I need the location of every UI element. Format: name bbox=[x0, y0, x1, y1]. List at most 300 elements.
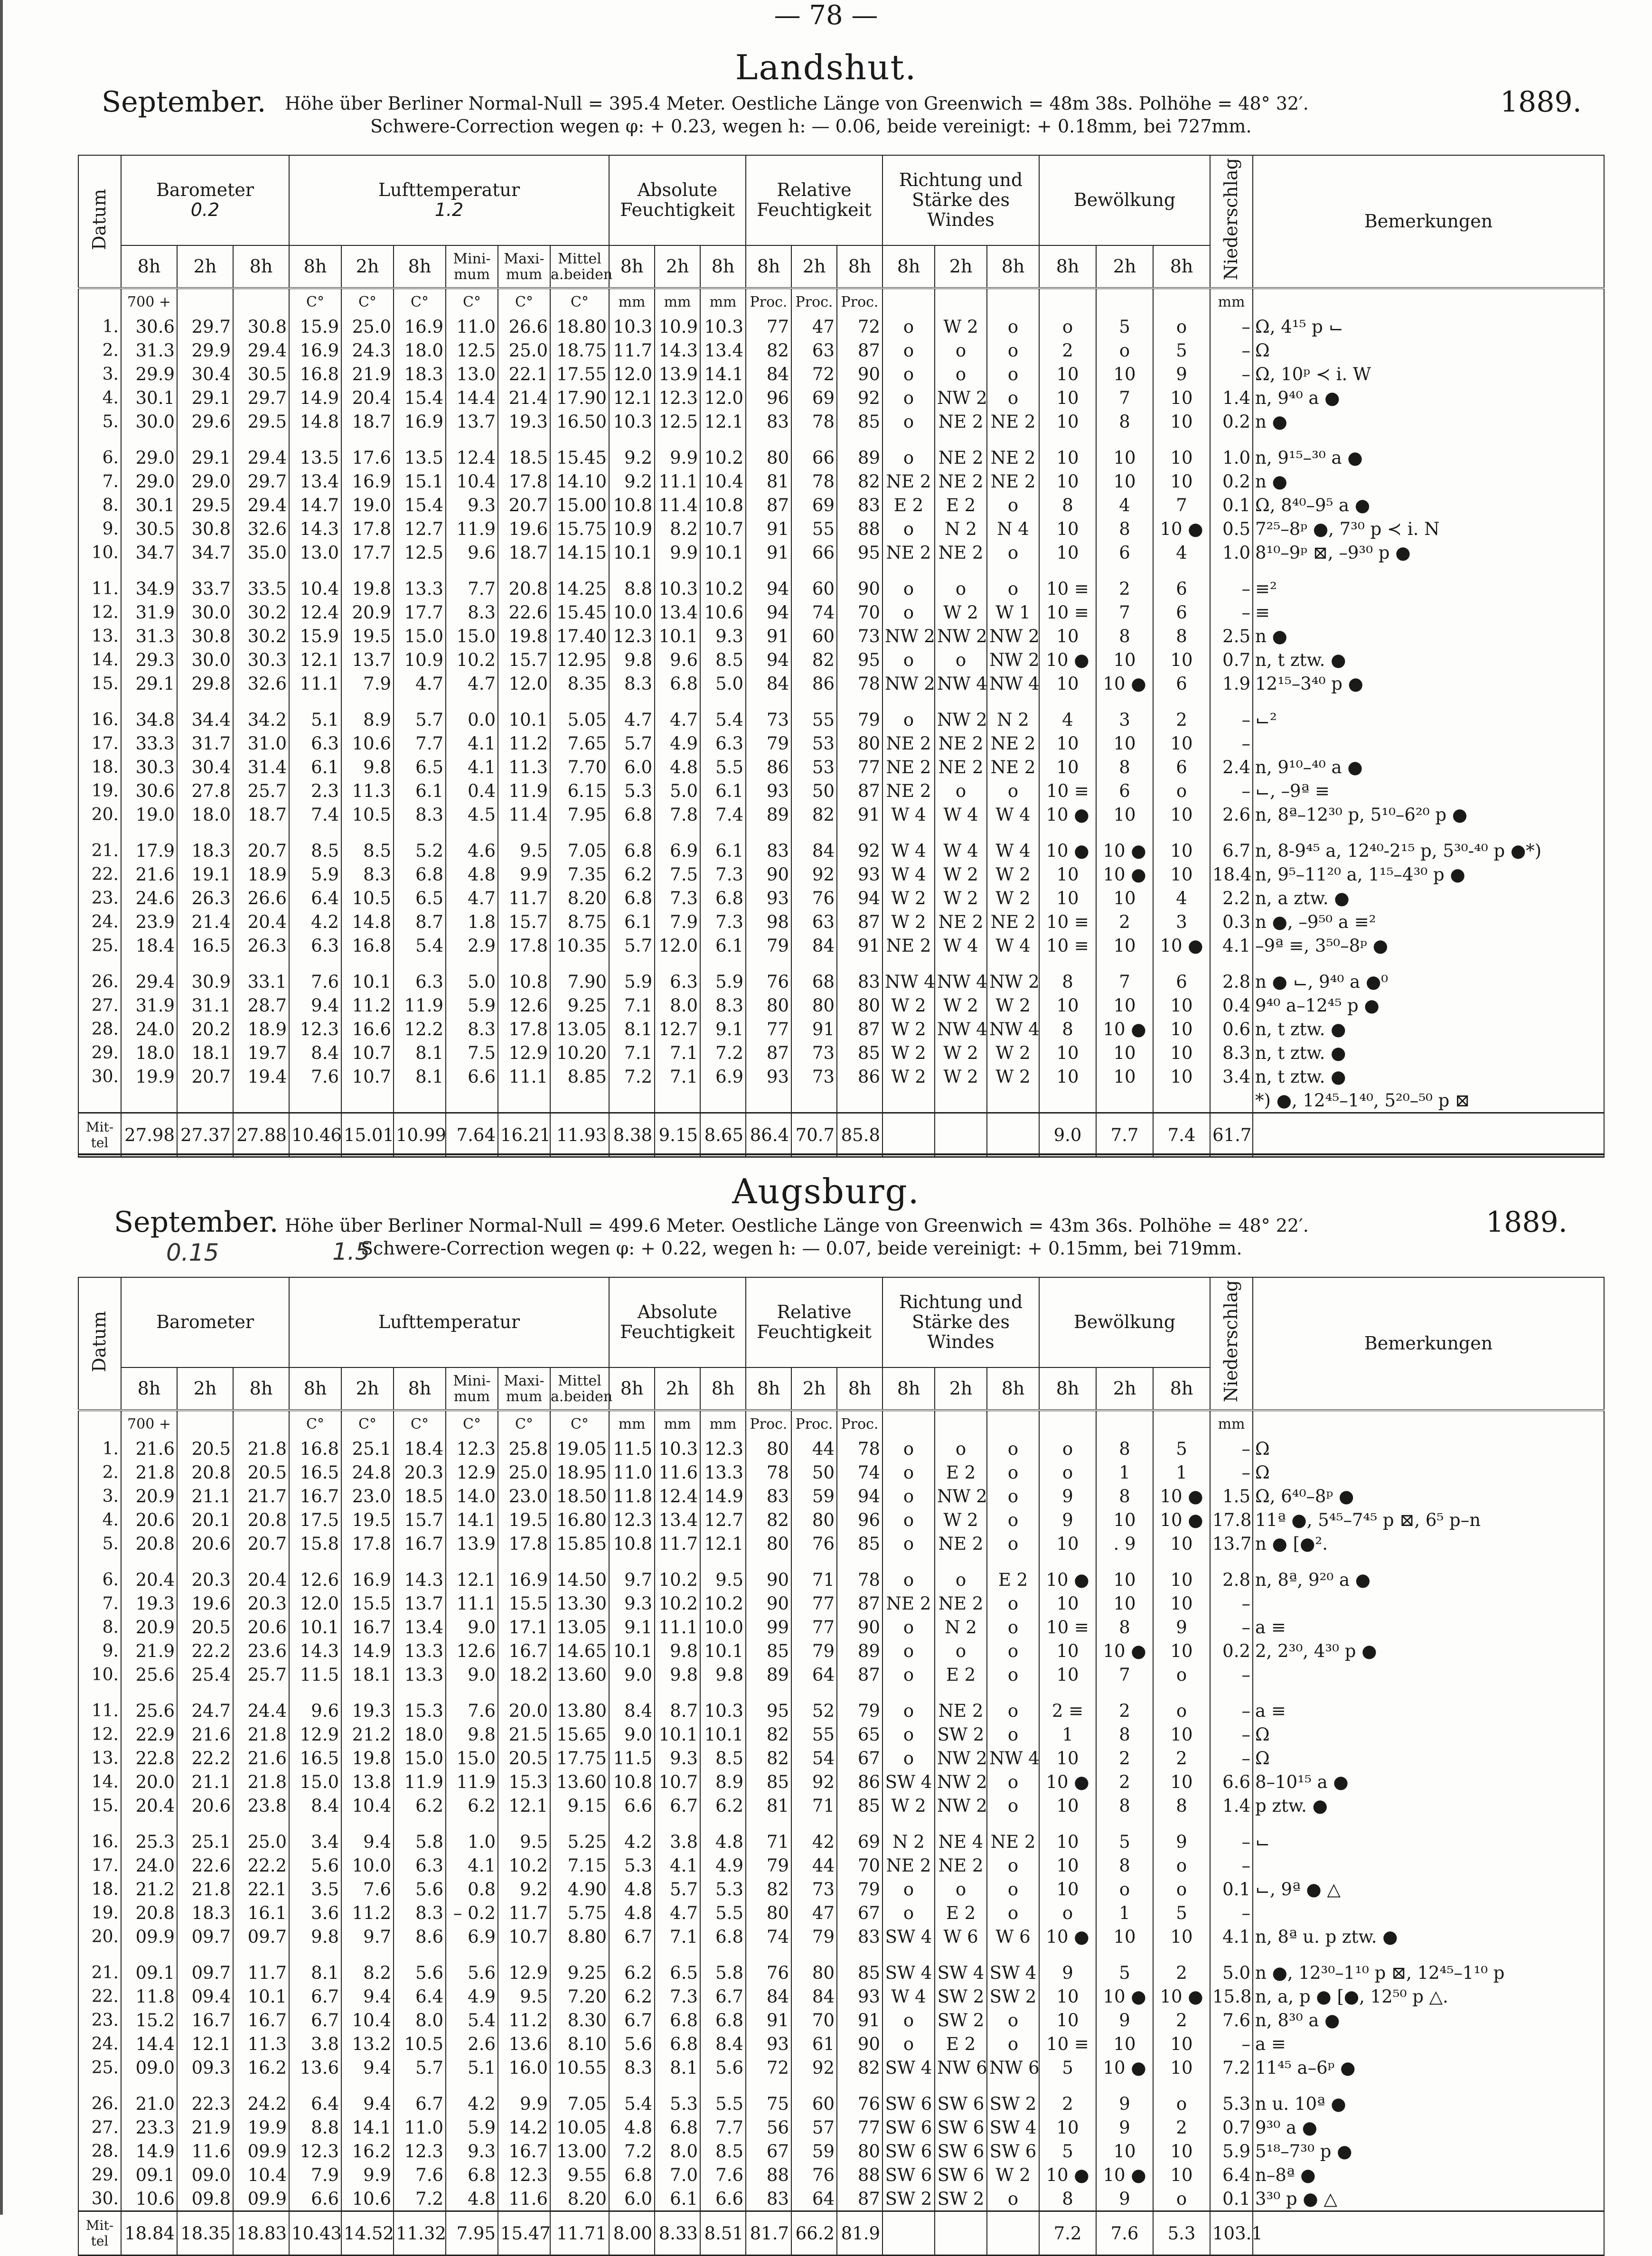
group-gap-row bbox=[78, 433, 1604, 446]
data-cell: o bbox=[987, 1722, 1039, 1746]
data-cell: 10 bbox=[1153, 1925, 1210, 1948]
gap-cell bbox=[498, 564, 550, 577]
data-cell: 4.8 bbox=[446, 2187, 498, 2211]
data-cell: 5.1 bbox=[446, 2056, 498, 2079]
data-cell: 4.7 bbox=[446, 672, 498, 695]
datum-cell: 16. bbox=[78, 708, 121, 731]
data-cell: 5.0 bbox=[446, 970, 498, 993]
data-cell: 4.1 bbox=[1210, 934, 1253, 957]
data-cell: 94 bbox=[746, 648, 791, 672]
data-cell: 7.1 bbox=[609, 993, 655, 1017]
data-cell: 79 bbox=[837, 1877, 882, 1901]
data-cell: 2 ≡ bbox=[1039, 1699, 1096, 1722]
data-cell: 7.1 bbox=[609, 1041, 655, 1065]
unit-cell bbox=[1096, 1410, 1153, 1437]
data-cell: 19.5 bbox=[498, 1508, 550, 1532]
data-cell: 34.2 bbox=[233, 708, 289, 731]
data-cell: 8.0 bbox=[655, 993, 700, 1017]
data-cell: NE 2 bbox=[935, 1532, 987, 1555]
data-cell: 6.7 bbox=[289, 1985, 341, 2008]
gap-cell bbox=[78, 695, 121, 708]
data-cell: 10 ≡ bbox=[1039, 577, 1096, 600]
data-cell: 12.7 bbox=[655, 1017, 700, 1041]
data-cell: 6.2 bbox=[700, 1794, 746, 1817]
data-cell: SW 4 bbox=[882, 2056, 935, 2079]
data-cell: 10 ≡ bbox=[1039, 600, 1096, 624]
table-row bbox=[78, 779, 1604, 803]
mittel-cell: 103.1 bbox=[1210, 2211, 1253, 2256]
data-cell: 4.9 bbox=[446, 1985, 498, 2008]
mittel-cell: 16.21 bbox=[498, 1113, 550, 1157]
datum-cell: 14. bbox=[78, 648, 121, 672]
data-cell: 91 bbox=[746, 2008, 791, 2032]
gap-cell bbox=[1096, 1817, 1153, 1830]
data-cell: SW 2 bbox=[987, 1985, 1039, 2008]
rel-8h-eve: 8h bbox=[837, 1367, 882, 1410]
data-cell: 5 bbox=[1153, 338, 1210, 362]
group-gap-row bbox=[78, 1817, 1604, 1830]
data-cell: W 2 bbox=[935, 993, 987, 1017]
gap-cell bbox=[289, 695, 341, 708]
data-cell: 9 bbox=[1153, 362, 1210, 386]
bemerkung-cell bbox=[1253, 1591, 1604, 1615]
data-cell: 10 bbox=[1153, 1770, 1210, 1794]
data-cell: 10 bbox=[1039, 1985, 1096, 2008]
data-cell: SW 6 bbox=[882, 2116, 935, 2139]
data-cell: 30.0 bbox=[177, 600, 233, 624]
data-cell: 71 bbox=[791, 1794, 837, 1817]
data-cell: 67 bbox=[746, 2139, 791, 2163]
data-cell: 10 ● bbox=[1153, 1484, 1210, 1508]
data-cell: 4.8 bbox=[700, 1830, 746, 1853]
data-cell: 15.9 bbox=[289, 624, 341, 648]
data-cell: 0.7 bbox=[1210, 648, 1253, 672]
data-cell: 11.8 bbox=[609, 1484, 655, 1508]
data-cell: 15.65 bbox=[550, 1722, 609, 1746]
data-cell: 4.7 bbox=[446, 886, 498, 910]
data-cell: 9.3 bbox=[446, 493, 498, 517]
table-row bbox=[78, 1532, 1604, 1555]
data-cell: 10 bbox=[1153, 2056, 1210, 2079]
data-cell: 19.8 bbox=[341, 577, 394, 600]
data-cell: 34.9 bbox=[121, 577, 177, 600]
group-gap-row bbox=[78, 1948, 1604, 1961]
data-cell: 15.0 bbox=[394, 1746, 446, 1770]
gap-cell bbox=[655, 957, 700, 970]
bemerkung-cell: ⌙ bbox=[1253, 1830, 1604, 1853]
gap-cell bbox=[935, 1555, 987, 1568]
rel-8h: 8h bbox=[746, 245, 791, 288]
relative-feuchtigkeit-header: Relative Feuchtigkeit bbox=[746, 155, 882, 245]
data-cell: 21.2 bbox=[341, 1722, 394, 1746]
gap-cell bbox=[446, 433, 498, 446]
bemerkung-cell: ⌙, –9ª ≡ bbox=[1253, 779, 1604, 803]
data-cell: 18.1 bbox=[177, 1041, 233, 1065]
gap-cell bbox=[177, 433, 233, 446]
data-cell: 8.4 bbox=[700, 2032, 746, 2056]
data-cell: 61 bbox=[791, 2032, 837, 2056]
data-cell: 13.4 bbox=[700, 338, 746, 362]
gap-cell bbox=[1096, 1555, 1153, 1568]
data-cell: 22.8 bbox=[121, 1746, 177, 1770]
data-cell: 10 ● bbox=[1039, 1568, 1096, 1591]
data-cell: 80 bbox=[791, 1961, 837, 1985]
data-cell: 8.3 bbox=[341, 862, 394, 886]
data-cell: 19.3 bbox=[121, 1591, 177, 1615]
rel-2h: 2h bbox=[791, 245, 837, 288]
data-cell: SW 2 bbox=[935, 1985, 987, 2008]
data-cell: 10.1 bbox=[700, 541, 746, 564]
data-cell: 18.50 bbox=[550, 1484, 609, 1508]
data-cell: 91 bbox=[746, 624, 791, 648]
gap-cell bbox=[1210, 1555, 1253, 1568]
data-cell: SW 4 bbox=[935, 1961, 987, 1985]
data-cell: 8 bbox=[1039, 2187, 1096, 2211]
data-cell: 17.55 bbox=[550, 362, 609, 386]
data-cell: 15.3 bbox=[394, 1699, 446, 1722]
cloud-8h-eve: 8h bbox=[1153, 245, 1210, 288]
data-cell: 2 bbox=[1039, 2092, 1096, 2116]
data-cell: 10 bbox=[1153, 803, 1210, 826]
data-cell: W 4 bbox=[935, 839, 987, 862]
bemerkung-cell: n, 8-9⁴⁵ a, 12⁴⁰-2¹⁵ p, 5³⁰-⁴⁰ p ●*) bbox=[1253, 839, 1604, 862]
group-gap-row bbox=[78, 695, 1604, 708]
data-cell: 4.9 bbox=[700, 1853, 746, 1877]
data-cell: N 2 bbox=[935, 517, 987, 541]
data-cell: 10 bbox=[1096, 934, 1153, 957]
unit-cell: 700 + bbox=[121, 1410, 177, 1437]
data-cell: 8.75 bbox=[550, 910, 609, 934]
data-cell: 5 bbox=[1096, 1961, 1153, 1985]
data-cell: 19.5 bbox=[341, 1508, 394, 1532]
data-cell: 79 bbox=[746, 731, 791, 755]
data-cell: 24.7 bbox=[177, 1699, 233, 1722]
data-cell: 3.8 bbox=[289, 2032, 341, 2056]
data-cell: 19.4 bbox=[233, 1065, 289, 1088]
data-cell: 10.2 bbox=[655, 1591, 700, 1615]
data-cell: 73 bbox=[791, 1877, 837, 1901]
pencil-note-temp: 1.2 bbox=[434, 199, 464, 220]
gap-cell bbox=[1096, 826, 1153, 839]
data-cell: 6.3 bbox=[700, 731, 746, 755]
data-cell: 5.25 bbox=[550, 1830, 609, 1853]
data-cell: 7.6 bbox=[1210, 2008, 1253, 2032]
lufttemperatur-header: Lufttemperatur 1.2 bbox=[289, 155, 609, 245]
data-cell: W 4 bbox=[882, 1985, 935, 2008]
station-meta-line2-augsburg: Schwere-Correction wegen φ: + 0.22, wegen h: — 0.07, beide vereinigt: + 0.15mm, bei 719mm. bbox=[361, 1238, 1242, 1259]
data-cell: 9.4 bbox=[341, 1985, 394, 2008]
data-cell: 11.3 bbox=[233, 2032, 289, 2056]
data-cell: 82 bbox=[746, 1746, 791, 1770]
gap-cell bbox=[1253, 1817, 1604, 1830]
data-cell: W 2 bbox=[882, 886, 935, 910]
data-cell: 93 bbox=[746, 886, 791, 910]
gap-cell bbox=[609, 1686, 655, 1699]
gap-cell bbox=[746, 957, 791, 970]
gap-cell bbox=[1039, 1948, 1096, 1961]
data-cell: 20.4 bbox=[233, 1568, 289, 1591]
data-cell: 5 bbox=[1153, 1901, 1210, 1925]
data-cell: 64 bbox=[791, 1663, 837, 1686]
data-cell: 9.3 bbox=[655, 1746, 700, 1770]
datum-cell: 30. bbox=[78, 2187, 121, 2211]
data-cell: 3.4 bbox=[289, 1830, 341, 1853]
datum-cell: 18. bbox=[78, 1877, 121, 1901]
data-cell: 30.5 bbox=[233, 362, 289, 386]
data-cell: 63 bbox=[791, 910, 837, 934]
data-cell: 12.0 bbox=[700, 386, 746, 410]
data-cell: 9 bbox=[1096, 2187, 1153, 2211]
table-row bbox=[78, 1794, 1604, 1817]
data-cell: 10 bbox=[1039, 1065, 1096, 1088]
data-cell: 12.9 bbox=[498, 1041, 550, 1065]
data-cell: 0.3 bbox=[1210, 910, 1253, 934]
data-cell: 5.3 bbox=[655, 2092, 700, 2116]
data-cell: SW 6 bbox=[882, 2092, 935, 2116]
data-cell: 15.1 bbox=[394, 469, 446, 493]
data-cell: 9 bbox=[1039, 1508, 1096, 1532]
data-cell: 10 ● bbox=[1153, 517, 1210, 541]
gap-cell bbox=[341, 826, 394, 839]
blank-cell bbox=[289, 1088, 341, 1113]
data-cell: – bbox=[1210, 779, 1253, 803]
data-cell: 15.4 bbox=[394, 386, 446, 410]
mittel-cell: 86.4 bbox=[746, 1113, 791, 1157]
data-cell: 5.2 bbox=[394, 839, 446, 862]
data-cell: 10 bbox=[1096, 2032, 1153, 2056]
data-cell: o bbox=[882, 517, 935, 541]
gap-cell bbox=[791, 433, 837, 446]
gap-cell bbox=[1153, 1948, 1210, 1961]
data-cell: 15.2 bbox=[121, 2008, 177, 2032]
data-cell: 5.9 bbox=[609, 970, 655, 993]
table-row bbox=[78, 2092, 1604, 2116]
data-cell: 9.55 bbox=[550, 2163, 609, 2187]
data-cell: 09.1 bbox=[121, 1961, 177, 1985]
data-cell: 5.6 bbox=[700, 2056, 746, 2079]
data-cell: 8.7 bbox=[655, 1699, 700, 1722]
datum-cell: 14. bbox=[78, 1770, 121, 1794]
bemerkung-cell: Ω bbox=[1253, 1437, 1604, 1460]
data-cell: 10 bbox=[1039, 469, 1096, 493]
absolute-feuchtigkeit-header: Absolute Feuchtigkeit bbox=[609, 1277, 746, 1367]
data-cell: 80 bbox=[837, 2139, 882, 2163]
data-cell: 18.5 bbox=[394, 1484, 446, 1508]
data-cell: 15.4 bbox=[394, 493, 446, 517]
data-cell: o bbox=[882, 577, 935, 600]
table-row bbox=[78, 934, 1604, 957]
table-row bbox=[78, 446, 1604, 469]
data-cell: 73 bbox=[746, 708, 791, 731]
data-cell: 11.9 bbox=[446, 1770, 498, 1794]
datum-cell: 9. bbox=[78, 1639, 121, 1663]
data-cell: 90 bbox=[837, 362, 882, 386]
data-cell: 7.8 bbox=[655, 803, 700, 826]
gap-cell bbox=[394, 826, 446, 839]
gap-cell bbox=[791, 1555, 837, 1568]
pencil-note-barometer-augsburg: 0.15 bbox=[166, 1239, 219, 1266]
gap-cell bbox=[837, 957, 882, 970]
data-cell: 29.4 bbox=[233, 338, 289, 362]
data-cell: 10 bbox=[1153, 1639, 1210, 1663]
niederschlag-header: Niederschlag bbox=[1210, 155, 1253, 288]
gap-cell bbox=[446, 1555, 498, 1568]
data-cell: 10 bbox=[1153, 2139, 1210, 2163]
data-cell: 81 bbox=[746, 469, 791, 493]
gap-cell bbox=[1153, 1686, 1210, 1699]
data-cell: – bbox=[1210, 1591, 1253, 1615]
data-cell: 94 bbox=[837, 886, 882, 910]
rel-8h-eve: 8h bbox=[837, 245, 882, 288]
lufttemperatur-header: Lufttemperatur bbox=[289, 1277, 609, 1367]
data-cell: 34.4 bbox=[177, 708, 233, 731]
table-row bbox=[78, 910, 1604, 934]
table-row bbox=[78, 672, 1604, 695]
data-cell: 17.75 bbox=[550, 1746, 609, 1770]
unit-cell bbox=[233, 288, 289, 315]
data-cell: 7 bbox=[1153, 493, 1210, 517]
data-cell: SW 2 bbox=[935, 1722, 987, 1746]
mittel-cell: 70.7 bbox=[791, 1113, 837, 1157]
datum-cell: 20. bbox=[78, 1925, 121, 1948]
data-cell: 8.3 bbox=[446, 600, 498, 624]
data-cell: 9.9 bbox=[655, 446, 700, 469]
data-cell: 25.6 bbox=[121, 1663, 177, 1686]
data-cell: 20.6 bbox=[233, 1615, 289, 1639]
data-cell: 3.5 bbox=[289, 1877, 341, 1901]
data-cell: 21.8 bbox=[121, 1460, 177, 1484]
data-cell: W 4 bbox=[882, 839, 935, 862]
data-cell: 17.8 bbox=[498, 469, 550, 493]
data-cell: 94 bbox=[746, 577, 791, 600]
data-cell: 7.2 bbox=[1210, 2056, 1253, 2079]
data-cell: 5.4 bbox=[446, 2008, 498, 2032]
data-cell: o bbox=[1153, 779, 1210, 803]
mittel-cell: 18.35 bbox=[177, 2211, 233, 2256]
bemerkung-cell: a ≡ bbox=[1253, 1699, 1604, 1722]
data-cell: 10 bbox=[1096, 446, 1153, 469]
data-cell: 8 bbox=[1153, 1794, 1210, 1817]
data-cell: SW 4 bbox=[882, 1770, 935, 1794]
data-cell: 10.3 bbox=[700, 315, 746, 338]
data-cell: 10 ● bbox=[1096, 672, 1153, 695]
datum-cell: 17. bbox=[78, 1853, 121, 1877]
data-cell: 5.9 bbox=[446, 993, 498, 1017]
data-cell: 21.4 bbox=[177, 910, 233, 934]
data-cell: o bbox=[1153, 1699, 1210, 1722]
data-cell: 16.9 bbox=[341, 469, 394, 493]
data-cell: 21.9 bbox=[121, 1639, 177, 1663]
data-cell: 10 bbox=[1096, 886, 1153, 910]
data-cell: 3.4 bbox=[1210, 1065, 1253, 1088]
data-cell: 9.4 bbox=[341, 2056, 394, 2079]
gap-cell bbox=[791, 1817, 837, 1830]
data-cell: 10 bbox=[1039, 731, 1096, 755]
data-cell: 11.0 bbox=[609, 1460, 655, 1484]
blank-cell bbox=[341, 1088, 394, 1113]
data-cell: NW 2 bbox=[935, 708, 987, 731]
observation-table bbox=[78, 155, 1605, 1158]
data-cell: 10.1 bbox=[341, 970, 394, 993]
gap-cell bbox=[289, 1686, 341, 1699]
data-cell: 8.5 bbox=[289, 839, 341, 862]
gap-cell bbox=[791, 1948, 837, 1961]
data-cell: 2.5 bbox=[1210, 624, 1253, 648]
datum-cell: 27. bbox=[78, 2116, 121, 2139]
mittel-cell: 5.3 bbox=[1153, 2211, 1210, 2256]
data-cell: 8 bbox=[1153, 624, 1210, 648]
gap-cell bbox=[655, 695, 700, 708]
table-row bbox=[78, 1460, 1604, 1484]
data-cell: 96 bbox=[746, 386, 791, 410]
data-cell: 13.7 bbox=[446, 410, 498, 433]
gap-cell bbox=[78, 826, 121, 839]
data-cell: o bbox=[987, 1794, 1039, 1817]
gap-cell bbox=[746, 2079, 791, 2092]
data-cell: 13.5 bbox=[289, 446, 341, 469]
gap-cell bbox=[700, 957, 746, 970]
data-cell: 24.4 bbox=[233, 1699, 289, 1722]
baro-2h: 2h bbox=[177, 245, 233, 288]
data-cell: 20.6 bbox=[177, 1532, 233, 1555]
data-cell: – bbox=[1210, 577, 1253, 600]
data-cell: NE 2 bbox=[882, 934, 935, 957]
data-cell: 4.8 bbox=[609, 1877, 655, 1901]
data-cell: 20.5 bbox=[233, 1460, 289, 1484]
data-cell: 30.9 bbox=[177, 970, 233, 993]
data-cell: 15.45 bbox=[550, 600, 609, 624]
data-cell: 78 bbox=[837, 672, 882, 695]
data-cell: 7.5 bbox=[655, 862, 700, 886]
data-cell: 21.8 bbox=[233, 1770, 289, 1794]
gap-cell bbox=[289, 957, 341, 970]
data-cell: 6.7 bbox=[609, 2008, 655, 2032]
gap-cell bbox=[1039, 1555, 1096, 1568]
data-cell: 10.2 bbox=[700, 577, 746, 600]
observation-table bbox=[78, 1277, 1605, 2256]
data-cell: NW 2 bbox=[935, 1484, 987, 1508]
data-cell: 2 bbox=[1153, 708, 1210, 731]
table-row bbox=[78, 469, 1604, 493]
data-cell: 11.7 bbox=[233, 1961, 289, 1985]
data-cell: 6.5 bbox=[394, 755, 446, 779]
gap-cell bbox=[1153, 957, 1210, 970]
gap-cell bbox=[446, 1686, 498, 1699]
table-row bbox=[78, 1985, 1604, 2008]
datum-cell: 30. bbox=[78, 1065, 121, 1088]
data-cell: 67 bbox=[837, 1901, 882, 1925]
data-cell: 9.5 bbox=[498, 1985, 550, 2008]
data-cell: W 2 bbox=[987, 1065, 1039, 1088]
gap-cell bbox=[1253, 1555, 1604, 1568]
unit-cell: mm bbox=[700, 1410, 746, 1437]
data-cell: 14.25 bbox=[550, 577, 609, 600]
bemerkung-cell bbox=[1253, 1901, 1604, 1925]
data-cell: 10.20 bbox=[550, 1041, 609, 1065]
data-cell: 09.7 bbox=[233, 1925, 289, 1948]
data-cell: 8.80 bbox=[550, 1925, 609, 1948]
data-cell: 14.50 bbox=[550, 1568, 609, 1591]
landshut-table-block bbox=[78, 155, 1605, 1158]
table-row bbox=[78, 1041, 1604, 1065]
data-cell: 83 bbox=[746, 839, 791, 862]
data-cell: – bbox=[1210, 1722, 1253, 1746]
data-cell: 5.4 bbox=[700, 708, 746, 731]
data-cell: 10.7 bbox=[498, 1925, 550, 1948]
datum-cell: 25. bbox=[78, 2056, 121, 2079]
data-cell: 7 bbox=[1096, 600, 1153, 624]
data-cell: E 2 bbox=[935, 2032, 987, 2056]
